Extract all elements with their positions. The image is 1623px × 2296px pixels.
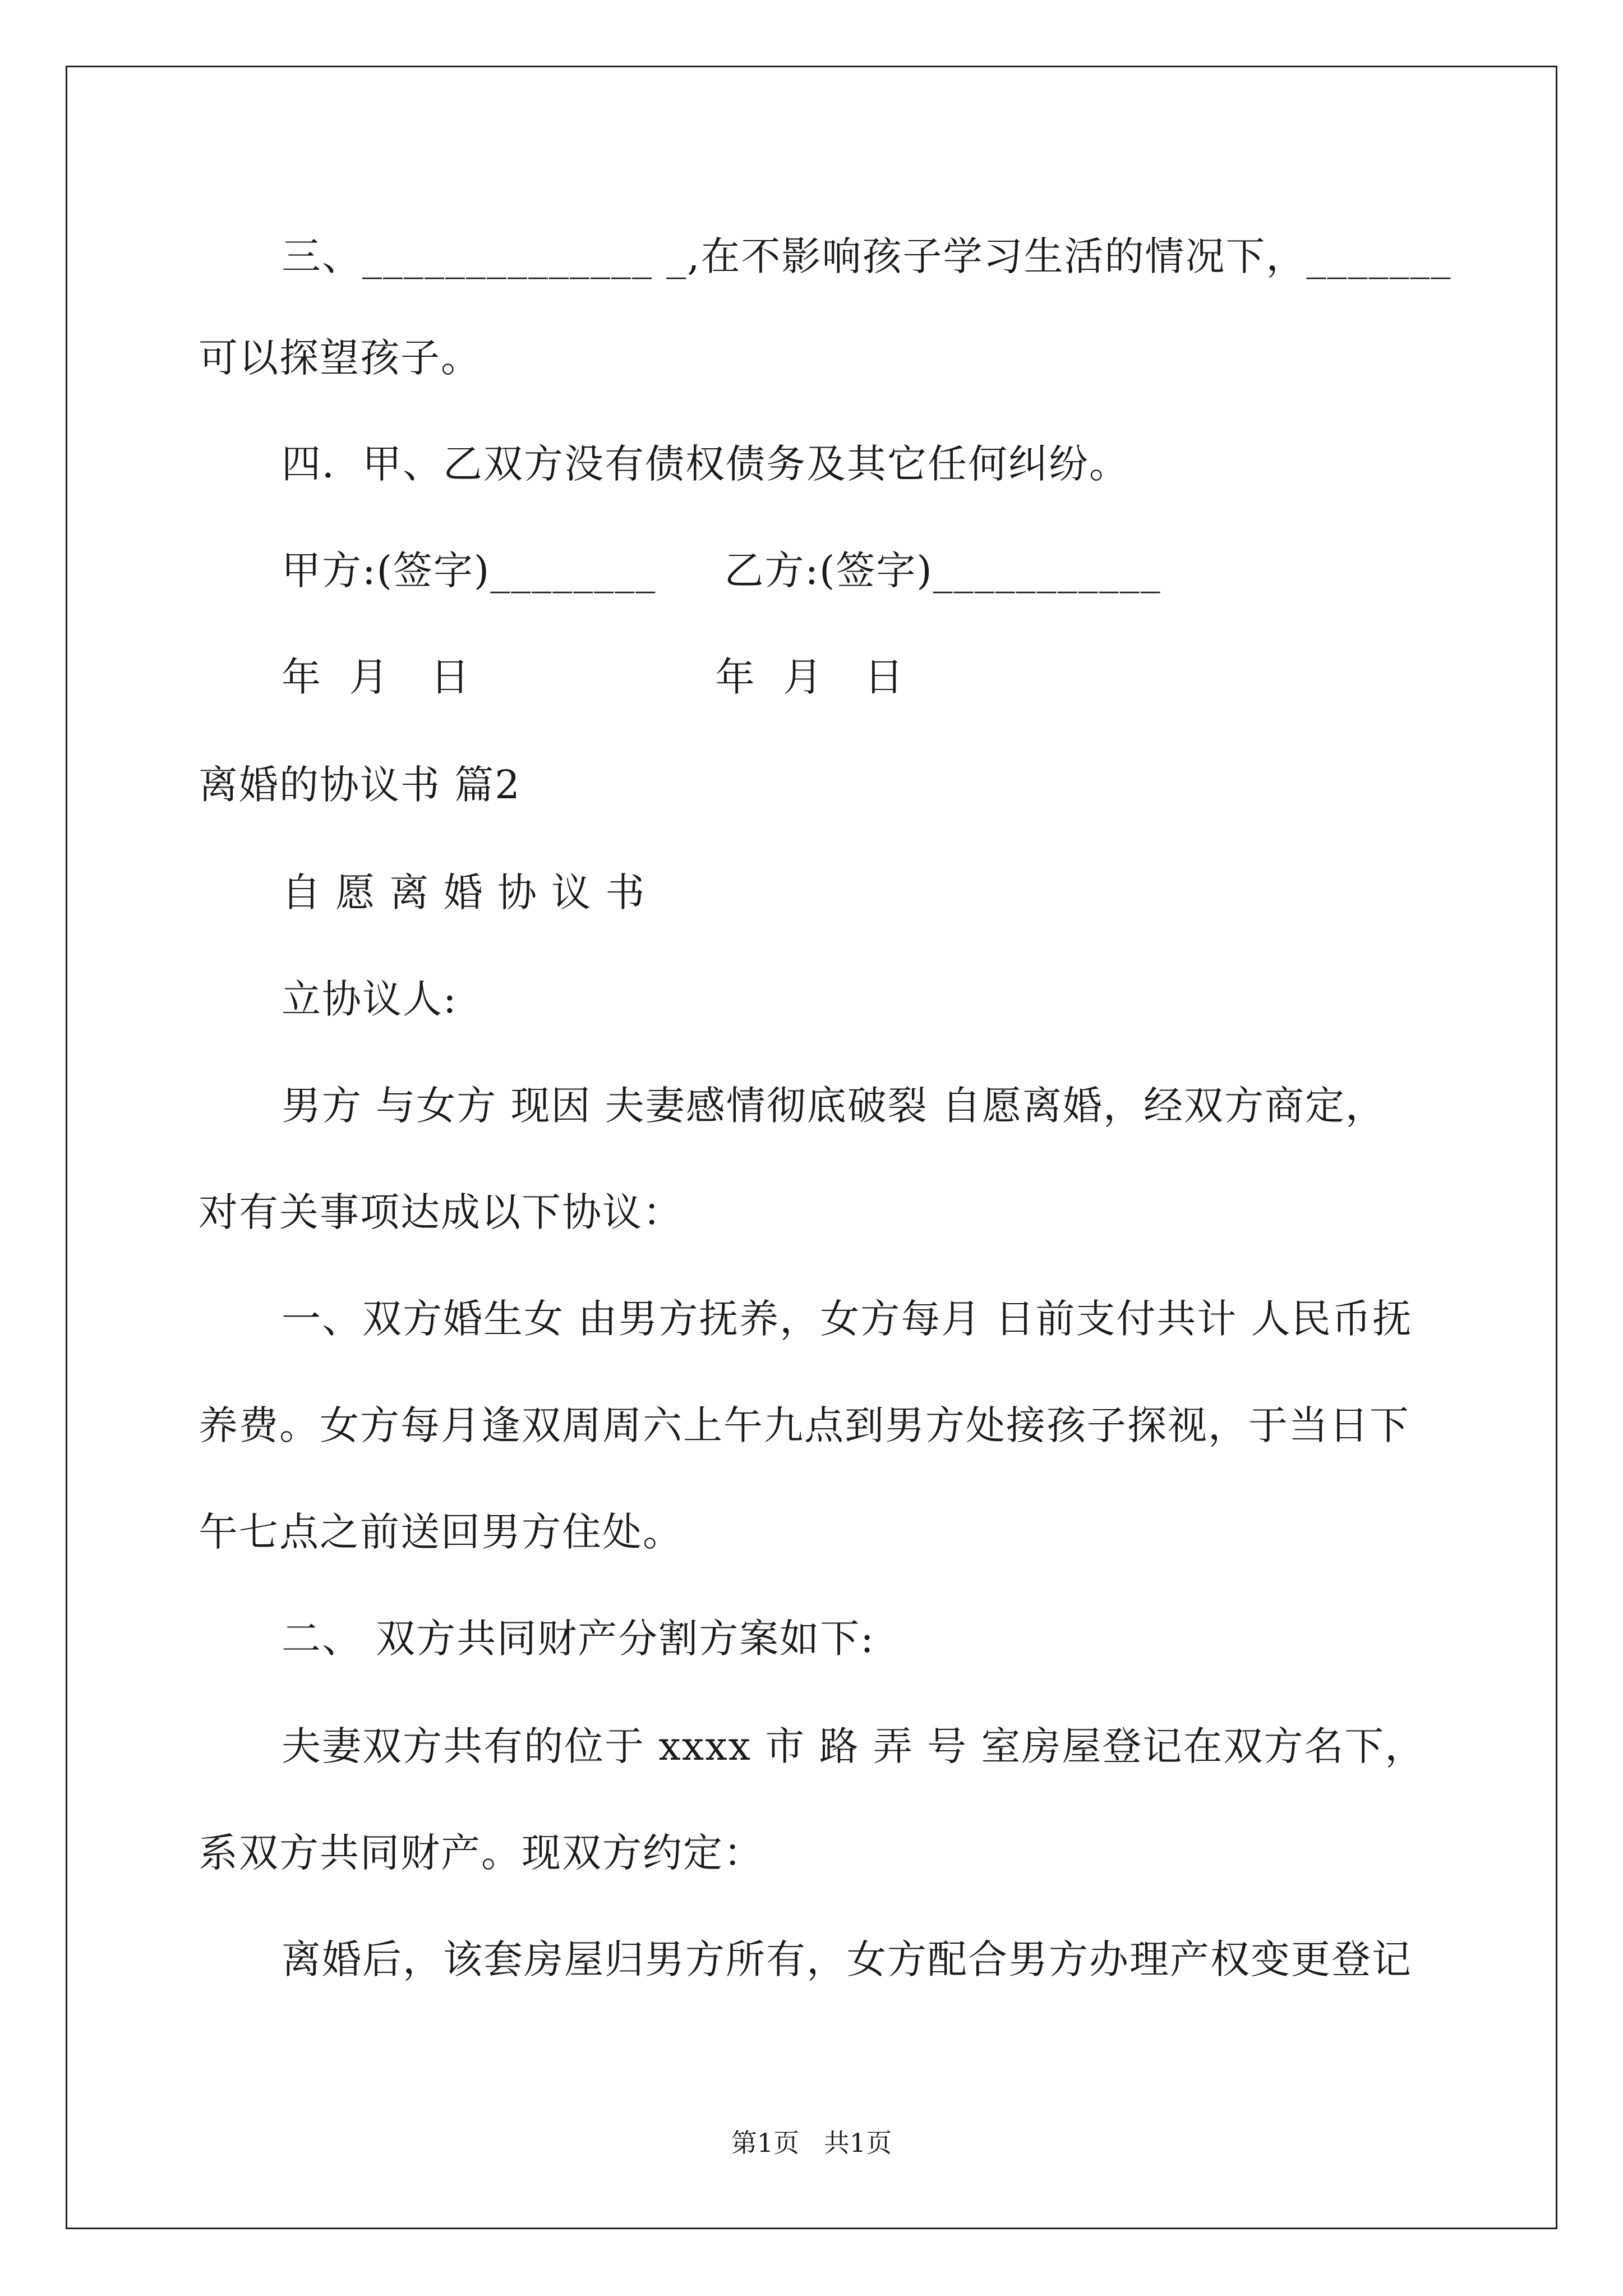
- text-line: 一、双方婚生女 由男方抚养，女方每月 日前支付共计 人民币抚: [282, 1296, 1413, 1342]
- date-line: 年 月 日 年 月 日: [282, 654, 905, 700]
- agreement-title: 自 愿 离 婚 协 议 书: [282, 869, 646, 915]
- text-line: 四．甲、乙双方没有债权债务及其它任何纠纷。: [282, 441, 1129, 487]
- text-line: 立协议人:: [282, 976, 458, 1022]
- text-line: 系双方共同财产。现双方约定：: [199, 1830, 764, 1876]
- section-heading: 离婚的协议书 篇2: [199, 762, 521, 808]
- text-line: 三、______________ _,在不影响孩子学习生活的情况下，_______: [282, 233, 1452, 279]
- text-line: 男方 与女方 现因 夫妻感情彻底破裂 自愿离婚，经双方商定，: [282, 1083, 1386, 1129]
- text-line: 午七点之前送回男方住处。: [199, 1509, 683, 1555]
- text-line: 离婚后，该套房屋归男方所有，女方配合男方办理产权变更登记: [282, 1936, 1412, 1982]
- text-line: 二、 双方共同财产分割方案如下:: [282, 1616, 875, 1662]
- text-line: 可以探望孩子。: [199, 335, 481, 381]
- text-line: 夫妻双方共有的位于 xxxx 市 路 弄 号 室房屋登记在双方名下，: [282, 1723, 1426, 1769]
- signature-line: 甲方:(签字)________ 乙方:(签字)___________: [282, 547, 1161, 593]
- page-number: 第1页 共1页: [731, 2128, 892, 2158]
- text-line: 对有关事项达成以下协议：: [199, 1189, 683, 1235]
- text-line: 养费。女方每月逢双周周六上午九点到男方处接孩子探视，于当日下: [199, 1402, 1410, 1448]
- page-border: [66, 66, 1557, 2229]
